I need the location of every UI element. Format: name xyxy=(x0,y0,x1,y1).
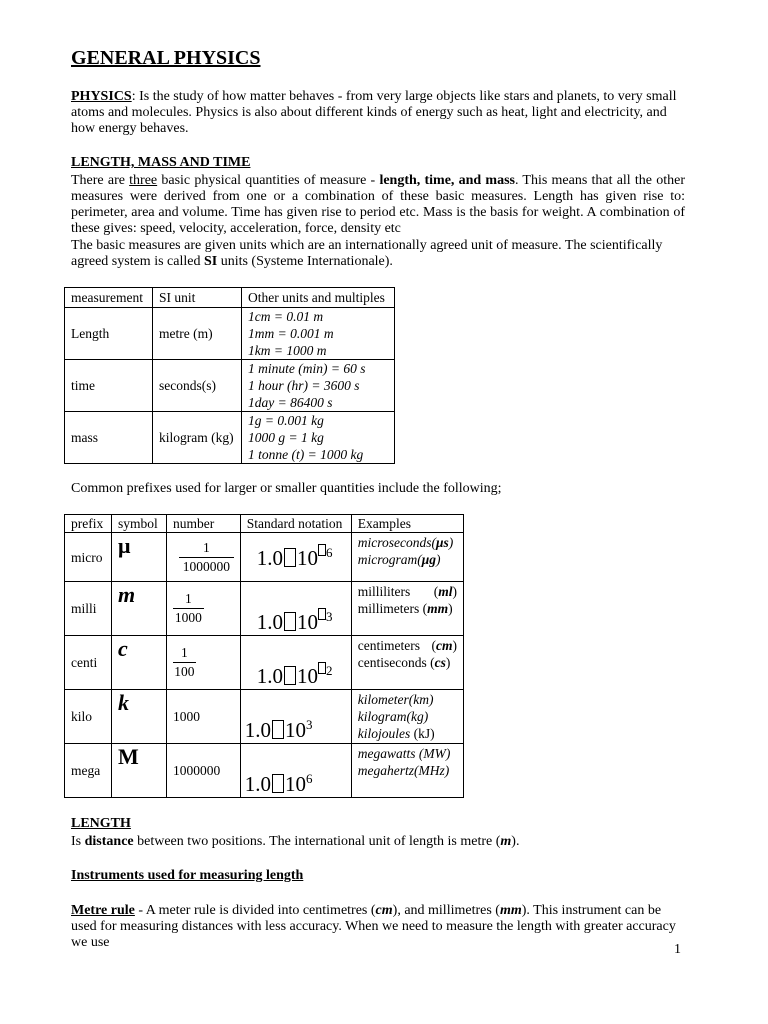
missing-glyph-box xyxy=(272,774,284,793)
text: 10 xyxy=(297,664,318,688)
cell xyxy=(242,412,395,464)
line: 1 minute (min) = 60 s xyxy=(248,361,366,376)
text: 1.0 xyxy=(244,772,271,796)
length-paragraph xyxy=(71,834,691,850)
text: microgram( xyxy=(357,552,422,567)
intro-text: : Is the study of how matter behaves - from very large objects like stars and planets, to very small atoms and molecules. Physics is also about different kinds of energy such as heat, light and electricity, and how energy behaves. xyxy=(71,89,677,136)
examples-cell xyxy=(351,582,463,636)
example-line xyxy=(358,551,457,568)
line: 1000 g = 1 kg xyxy=(248,430,324,445)
table-row xyxy=(65,690,464,744)
table-row xyxy=(65,533,464,582)
cell: 1000 xyxy=(167,690,241,744)
text: between two positions. The international unit of length is metre ( xyxy=(133,834,501,849)
cell: metre (m) xyxy=(153,308,242,360)
examples-cell xyxy=(351,744,463,798)
text: ). This instrument can be used for measuring distances with less accuracy. When we need to measure the length with greater accuracy we use xyxy=(71,903,676,950)
missing-glyph-box xyxy=(284,666,296,685)
line: 1mm = 0.001 m xyxy=(248,326,334,341)
line: 1g = 0.001 kg xyxy=(248,413,324,428)
table-row xyxy=(65,412,395,464)
cell xyxy=(167,636,241,690)
symbol-cell: M xyxy=(112,744,167,798)
text: ) xyxy=(448,535,454,550)
bold-text: mm xyxy=(427,601,449,616)
text: centimeters xyxy=(357,638,420,653)
text: 10 xyxy=(297,610,318,634)
text: milliliters xyxy=(357,584,411,599)
text: kilojoules xyxy=(357,726,411,741)
cell: kilo xyxy=(65,690,112,744)
line: 1km = 1000 m xyxy=(248,343,327,358)
exponent: 6 xyxy=(326,544,333,560)
header-cell: Examples xyxy=(351,515,463,533)
line: 1cm = 0.01 m xyxy=(248,309,324,324)
line: 1 tonne (t) = 1000 kg xyxy=(248,447,364,462)
text: basic physical quantities of measure - xyxy=(157,173,380,188)
exponent: 3 xyxy=(326,609,333,624)
text: 10 xyxy=(285,718,306,742)
lmt-paragraph-1 xyxy=(71,173,685,237)
examples-cell xyxy=(351,636,463,690)
standard-notation xyxy=(240,636,351,690)
units-table xyxy=(64,287,395,464)
cell: time xyxy=(65,360,153,412)
text: 10 xyxy=(285,772,306,796)
example-line: centimeters (cm) xyxy=(357,638,457,653)
text: microseconds( xyxy=(357,535,436,550)
cell: milli xyxy=(65,582,112,636)
metre-rule-paragraph xyxy=(71,903,685,951)
missing-glyph-box xyxy=(284,612,296,631)
text: (kJ) xyxy=(410,726,435,741)
header-cell: number xyxy=(167,515,241,533)
fraction xyxy=(173,590,204,627)
text: There are xyxy=(71,173,130,188)
bold-text: length, time, and mass xyxy=(379,173,515,188)
standard-notation xyxy=(240,744,351,798)
text: The basic measures are given units which are an internationally agreed unit of measure. The scientifically agreed system is called xyxy=(71,238,663,269)
standard-notation xyxy=(240,582,351,636)
header-cell: prefix xyxy=(65,515,112,533)
exponent: 2 xyxy=(326,663,333,678)
text: 10 xyxy=(297,545,318,570)
header-cell: SI unit xyxy=(153,288,242,308)
table-row xyxy=(65,744,464,798)
line: 1day = 86400 s xyxy=(248,395,333,410)
text: ). xyxy=(511,834,520,849)
symbol-cell: m xyxy=(112,582,167,636)
symbol-cell: c xyxy=(112,636,167,690)
cell: Length xyxy=(65,308,153,360)
cell xyxy=(167,533,241,582)
example-line xyxy=(358,534,457,551)
missing-glyph-box xyxy=(272,720,284,739)
cell xyxy=(242,308,395,360)
example-line: megahertz(MHz) xyxy=(357,763,450,778)
intro-paragraph xyxy=(71,89,691,137)
text: ) xyxy=(448,601,453,616)
text: ) xyxy=(445,655,451,670)
physics-term: PHYSICS xyxy=(71,89,132,104)
numerator: 1 xyxy=(173,644,196,663)
denominator: 1000 xyxy=(174,610,202,625)
numerator: 1 xyxy=(179,539,234,558)
page-number: 1 xyxy=(674,942,681,957)
cell: 1000000 xyxy=(167,744,241,798)
denominator: 1000000 xyxy=(182,558,230,574)
bold-text: μg xyxy=(421,552,437,567)
missing-glyph-box xyxy=(318,544,326,556)
example-line xyxy=(358,600,457,617)
missing-glyph-box xyxy=(318,608,326,620)
lmt-paragraph-2 xyxy=(71,238,671,270)
table-header-row xyxy=(65,515,464,533)
bold-text: distance xyxy=(84,834,134,849)
bold-text: μs xyxy=(435,535,449,550)
text: . This means that all the other measures were derived from one or a combination of these basic measures. Length has given rise to: perimeter, area and volume. Time has given rise to period etc. Mass is the basis for weight. A combination of these gives: speed, velocity, acceleration, force, density etc xyxy=(71,173,685,236)
table-row xyxy=(65,636,464,690)
fraction xyxy=(173,644,196,681)
cell: mass xyxy=(65,412,153,464)
header-cell: measurement xyxy=(65,288,153,308)
bold-text: Metre rule xyxy=(71,903,135,918)
examples-cell xyxy=(351,690,463,744)
bold-text: m xyxy=(500,834,512,849)
bold-text: cm xyxy=(375,903,393,918)
bold-text: ml xyxy=(438,584,453,599)
header-cell: Other units and multiples xyxy=(242,288,395,308)
line: 1 hour (hr) = 3600 s xyxy=(248,378,360,393)
text: 1.0 xyxy=(256,664,283,688)
cell: kilogram (kg) xyxy=(153,412,242,464)
symbol-cell: μ xyxy=(112,533,167,582)
cell: mega xyxy=(65,744,112,798)
text: Is xyxy=(71,834,85,849)
example-line: kilogram(kg) xyxy=(357,709,429,724)
cell: centi xyxy=(65,636,112,690)
bold-text: SI xyxy=(203,254,218,269)
cell: seconds(s) xyxy=(153,360,242,412)
bold-text: mm xyxy=(499,903,522,918)
text: 1.0 xyxy=(244,718,271,742)
prefix-table xyxy=(64,514,464,798)
missing-glyph-box xyxy=(318,662,326,674)
text: ), and millimetres ( xyxy=(392,903,500,918)
example-line: milliliters (ml) xyxy=(357,584,457,599)
page-title: GENERAL PHYSICS xyxy=(71,47,261,69)
header-cell: symbol xyxy=(112,515,167,533)
standard-notation xyxy=(240,690,351,744)
exponent: 3 xyxy=(306,717,313,732)
table-header-row xyxy=(65,288,395,308)
section-heading-lmt: LENGTH, MASS AND TIME xyxy=(71,155,251,170)
text: 1.0 xyxy=(256,610,283,634)
numerator: 1 xyxy=(173,590,204,609)
bold-text: cs xyxy=(434,655,446,670)
text: millimeters ( xyxy=(357,601,428,616)
section-heading-instruments: Instruments used for measuring length xyxy=(71,868,304,883)
header-cell: Standard notation xyxy=(240,515,351,533)
section-heading-length: LENGTH xyxy=(71,816,131,831)
text: three xyxy=(129,173,158,188)
example-line: kilometer(km) xyxy=(357,692,434,707)
bold-text: cm xyxy=(436,638,453,653)
missing-glyph-box xyxy=(284,548,296,567)
text: units (Systeme Internationale). xyxy=(217,254,393,269)
text: ) xyxy=(436,552,441,567)
text: - A meter rule is divided into centimetres ( xyxy=(134,903,376,918)
examples-cell xyxy=(351,533,463,582)
symbol-cell: k xyxy=(112,690,167,744)
cell xyxy=(242,360,395,412)
exponent: 6 xyxy=(306,771,313,786)
example-line xyxy=(358,725,457,742)
table-row xyxy=(65,360,395,412)
cell: micro xyxy=(65,533,112,582)
example-line: megawatts (MW) xyxy=(357,746,451,761)
table-row xyxy=(65,582,464,636)
fraction xyxy=(179,539,234,576)
standard-notation xyxy=(240,533,351,582)
example-line xyxy=(358,654,457,671)
table-row xyxy=(65,308,395,360)
prefix-intro: Common prefixes used for larger or smaller quantities include the following; xyxy=(71,481,502,496)
text: 1.0 xyxy=(256,545,283,570)
denominator: 100 xyxy=(174,664,195,679)
cell xyxy=(167,582,241,636)
text: centiseconds ( xyxy=(357,655,435,670)
